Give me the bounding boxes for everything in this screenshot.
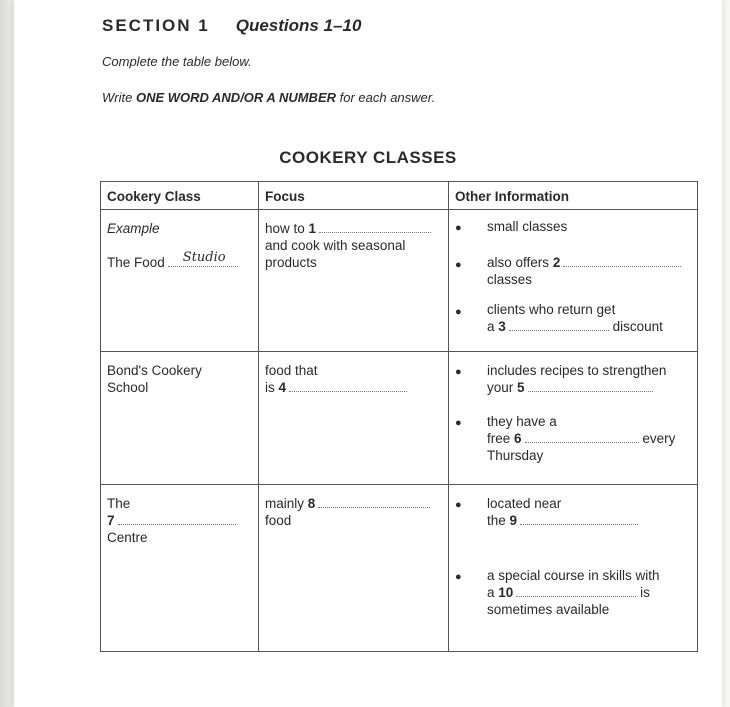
answer-blank-6[interactable]	[525, 430, 639, 443]
class-name-line3: Centre	[107, 530, 148, 545]
info-item	[487, 254, 691, 271]
info-item-cont	[487, 584, 691, 601]
answer-blank-9[interactable]	[520, 512, 638, 525]
info-item: clients who return get	[487, 302, 616, 317]
focus-text: is	[265, 380, 275, 395]
question-number: 10	[498, 585, 514, 600]
info-item-cont: classes	[487, 272, 533, 287]
bullet-icon: ●	[455, 366, 462, 378]
focus-line	[265, 220, 431, 237]
info-cell	[449, 352, 698, 485]
question-number: 7	[107, 513, 115, 528]
answer-blank-10[interactable]	[516, 584, 636, 597]
class-prefix: The Food	[107, 255, 165, 270]
info-text: discount	[612, 319, 663, 334]
instruction-prefix: Write	[102, 90, 136, 105]
instruction-complete: Complete the table below.	[102, 54, 252, 69]
section-heading	[102, 16, 361, 36]
question-number: 2	[552, 255, 561, 270]
table-row	[101, 485, 698, 652]
focus-line	[265, 495, 430, 512]
table-row	[101, 210, 698, 352]
bullet-icon: ●	[455, 499, 462, 511]
info-text: every	[642, 431, 676, 446]
focus-cell	[259, 210, 449, 352]
focus-text: how to	[265, 221, 305, 236]
info-item-cont	[487, 430, 691, 447]
info-item-cont	[487, 318, 691, 335]
question-number: 1	[308, 221, 317, 236]
info-text: is	[640, 585, 650, 600]
info-cell	[449, 485, 698, 652]
table-row	[101, 352, 698, 485]
class-cell	[101, 352, 259, 485]
question-number: 5	[517, 380, 525, 395]
answer-blank-3[interactable]	[509, 318, 609, 331]
bullet-icon: ●	[455, 417, 462, 429]
focus-cell	[259, 485, 449, 652]
info-text: free	[487, 431, 511, 446]
focus-line-2: and cook with seasonal	[265, 238, 406, 253]
question-number: 8	[307, 496, 316, 511]
class-name-line2	[107, 512, 236, 529]
focus-line-2	[265, 379, 407, 396]
worksheet-page	[14, 0, 722, 707]
info-item-cont	[487, 379, 691, 396]
answer-blank-2[interactable]	[563, 254, 681, 267]
bullet-icon: ●	[455, 259, 462, 271]
focus-line-3: products	[265, 255, 317, 270]
table-title: COOKERY CLASSES	[279, 148, 457, 167]
bullet-icon: ●	[455, 306, 462, 318]
column-header-info: Other Information	[449, 182, 698, 210]
answer-blank-7[interactable]	[118, 512, 236, 525]
info-item: located near	[487, 496, 562, 511]
question-number: 4	[278, 380, 287, 395]
bullet-icon: ●	[455, 571, 462, 583]
info-text: a	[487, 319, 495, 334]
column-header-class: Cookery Class	[101, 182, 259, 210]
info-item: they have a	[487, 414, 557, 429]
question-number: 3	[498, 319, 506, 334]
instruction-word-limit	[102, 90, 435, 105]
info-item-cont	[487, 512, 691, 529]
focus-line-2: food	[265, 513, 292, 528]
info-item: includes recipes to strengthen	[487, 363, 667, 378]
info-text: a	[487, 585, 495, 600]
instruction-limit: ONE WORD AND/OR A NUMBER	[135, 90, 336, 105]
class-cell	[101, 485, 259, 652]
page-edge-shadow	[0, 0, 14, 707]
info-cell	[449, 210, 698, 352]
answer-blank-1[interactable]	[319, 220, 431, 233]
questions-range: Questions 1–10	[235, 16, 362, 35]
info-text: your	[487, 380, 514, 395]
focus-text: mainly	[265, 496, 305, 511]
info-item: small classes	[487, 219, 568, 234]
info-text: the	[487, 513, 506, 528]
info-item: a special course in skills with	[487, 568, 660, 583]
focus-line: food that	[265, 363, 318, 378]
answer-blank-8[interactable]	[318, 495, 430, 508]
example-answer: Studio	[182, 250, 226, 265]
question-number: 9	[509, 513, 518, 528]
answer-blank-5[interactable]	[528, 379, 653, 392]
info-text: also offers	[487, 255, 550, 270]
header-row	[101, 182, 698, 210]
info-item-cont: sometimes available	[487, 602, 610, 617]
class-name	[107, 250, 238, 271]
focus-cell	[259, 352, 449, 485]
class-cell	[101, 210, 259, 352]
class-name-line2: School	[107, 380, 149, 395]
instruction-suffix: for each answer.	[336, 90, 436, 105]
question-number: 6	[514, 431, 522, 446]
answer-blank-4[interactable]	[289, 379, 407, 392]
column-header-focus: Focus	[259, 182, 449, 210]
section-label: SECTION 1	[102, 16, 210, 35]
example-answer-line	[168, 250, 238, 267]
info-item-cont: Thursday	[487, 448, 544, 463]
class-name-line1: Bond's Cookery	[107, 363, 202, 378]
class-name-line1: The	[107, 496, 131, 511]
example-label: Example	[107, 221, 160, 236]
cookery-classes-table	[100, 181, 698, 652]
bullet-icon: ●	[455, 222, 462, 234]
